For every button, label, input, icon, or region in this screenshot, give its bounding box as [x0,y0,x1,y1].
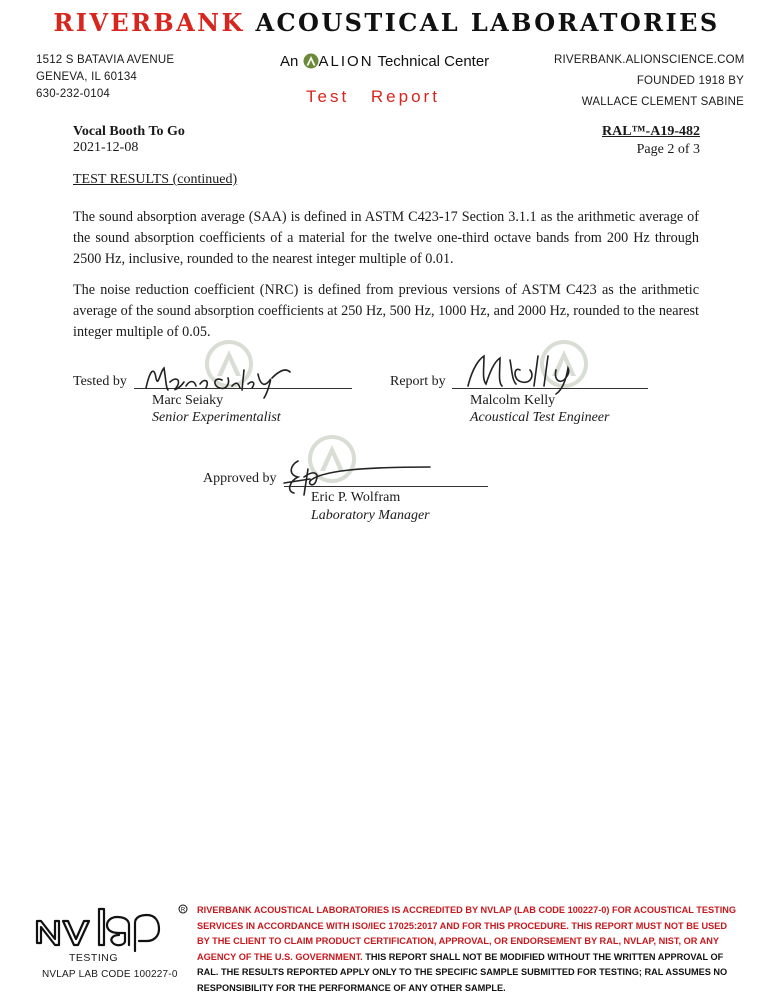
product-name: Vocal Booth To Go [73,124,185,139]
tagline-suffix: Technical Center [377,53,490,70]
alion-brand: ALION [318,53,374,70]
report-by-name: Malcolm Kelly [470,393,556,408]
accreditation-statement [197,903,742,997]
tested-by-name: Marc Seiaky [152,393,224,408]
founder-name: WALLACE CLEMENT SABINE [581,96,744,108]
report-number: RAL™-A19-482 [602,124,700,139]
nvlap-testing-label: TESTING [69,952,119,964]
nrc-definition: The noise reduction coefficient (NRC) is defined from previous versions of ASTM C423 as the arithmetic average of the sound absorption coefficients at 250 Hz, 500 Hz, 1000 Hz, and 2000 Hz, rounded to the nearest integer multiple of 0.05. [73,282,699,340]
report-by-label: Report by [390,374,446,389]
banner-riverbank: RIVERBANK [53,8,245,37]
phone-number: 630-232-0104 [36,88,111,100]
svg-text:R: R [180,907,186,914]
approved-by-name: Eric P. Wolfram [311,490,401,505]
alion-logo-icon [303,53,319,69]
lab-website-block [548,52,744,111]
address-line: GENEVA, IL 60134 [36,71,138,83]
section-heading: TEST RESULTS (continued) [73,172,238,187]
disclaimer-text: THIS REPORT SHALL NOT BE MODIFIED WITHOUT THE WRITTEN APPROVAL OF RAL. THE RESULTS REPORTED APPLY ONLY TO THE SPECIFIC SAMPLE SUBMITTED FOR TESTING; RAL ASSUMES NO RESPONSIBILITY FOR THE PERFORMANCE OF ANY OTHER SAMPLE. [197,951,728,993]
accreditation-text: RIVERBANK ACOUSTICAL LABORATORIES IS ACCREDITED BY NVLAP (LAB CODE 100227-0) FOR ACOUSTICAL TESTING SERVICES IN ACCORDANCE WITH ISO/IEC 17025:2017 AND FOR THIS PROCEDURE. THIS REPORT MUST NOT BE USED BY THE CLIENT TO CLAIM PRODUCT CERTIFICATION, APPROVAL, OR ENDORSEMENT BY RAL, NVLAP, NIST, OR ANY AGENCY OF THE U.S. GOVERNMENT. [197,905,737,962]
tagline-prefix: An [280,53,299,70]
website-url: RIVERBANK.ALIONSCIENCE.COM [554,54,745,66]
founded-line: FOUNDED 1918 BY [636,75,744,87]
tested-by-label: Tested by [73,374,127,389]
approved-by-title: Laboratory Manager [311,508,430,523]
report-by-title: Acoustical Test Engineer [470,410,610,425]
letterhead-banner [0,8,773,37]
lab-address [36,52,174,103]
banner-acoustical-laboratories: ACOUSTICAL LABORATORIES [255,8,720,37]
test-report-title: Test Report [306,87,440,106]
alion-tagline [280,53,489,70]
approved-by-label: Approved by [203,471,277,486]
nvlap-lab-code: NVLAP LAB CODE 100227-0 [42,969,178,980]
report-date: 2021-12-08 [73,140,139,155]
page-number: Page 2 of 3 [636,142,700,157]
saa-definition: The sound absorption average (SAA) is defined in ASTM C423-17 Section 3.1.1 as the arithmetic average of the sound absorption coefficients of a material for the twelve one-third octave bands from 200 Hz through 2500 Hz, inclusive, rounded to the nearest integer multiple of 0.01. [73,209,699,267]
address-line: 1512 S BATAVIA AVENUE [36,54,175,66]
tested-by-title: Senior Experimentalist [152,410,281,425]
